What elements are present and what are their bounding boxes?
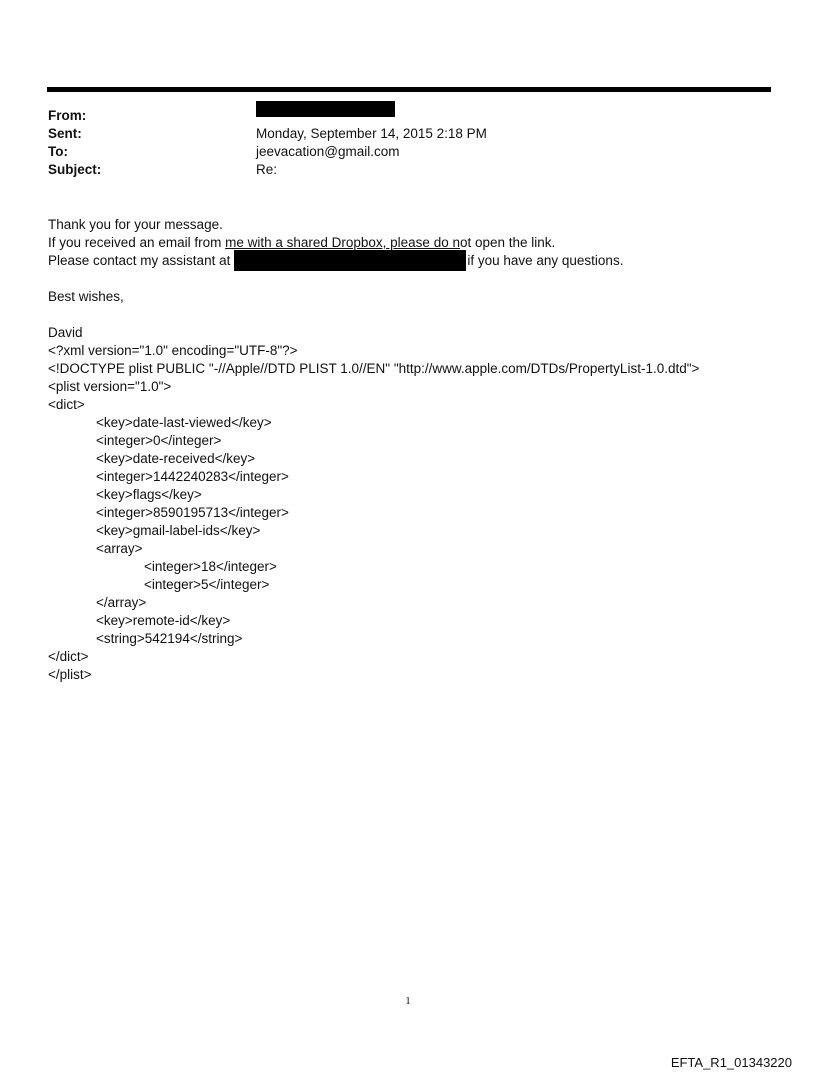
plist-line: </dict>: [48, 649, 89, 664]
plist-line: <integer>5</integer>: [144, 577, 270, 592]
plist-line: <plist version="1.0">: [48, 379, 172, 394]
email-body: [48, 216, 768, 684]
assistant-contact-redaction: [234, 250, 466, 271]
plist-line: <key>date-received</key>: [96, 451, 256, 466]
plist-line: <integer>18</integer>: [144, 559, 277, 574]
plist-line: </array>: [96, 595, 147, 610]
sent-label: Sent:: [48, 126, 82, 141]
page-number: 1: [405, 995, 411, 1007]
subject-value: Re:: [256, 162, 278, 177]
plist-line: <array>: [96, 541, 143, 556]
subject-label: Subject:: [48, 162, 102, 177]
to-value: jeevacation@gmail.com: [256, 144, 400, 159]
underlined-text: me with a shared Dropbox, please do n: [225, 235, 460, 250]
plist-line: </plist>: [48, 667, 92, 682]
plist-line: <string>542194</string>: [96, 631, 243, 646]
plist-line: <key>flags</key>: [96, 487, 202, 502]
plist-line: <integer>8590195713</integer>: [96, 505, 289, 520]
document-id: EFTA_R1_01343220: [670, 1055, 792, 1070]
body-line-dropbox: If you received an email from me with a shared Dropbox, please do not open the link.: [48, 235, 556, 250]
sent-value: Monday, September 14, 2015 2:18 PM: [256, 126, 487, 141]
plist-block: [48, 342, 768, 684]
from-label: From:: [48, 108, 87, 123]
plist-line: <key>remote-id</key>: [96, 613, 231, 628]
header-rule: [47, 87, 771, 92]
plist-line: <!DOCTYPE plist PUBLIC "-//Apple//DTD PLIST 1.0//EN" "http://www.apple.com/DTDs/PropertyList-1.0.dtd">: [48, 361, 700, 376]
to-label: To:: [48, 144, 68, 159]
plist-line: <key>date-last-viewed</key>: [96, 415, 272, 430]
plist-line: <key>gmail-label-ids</key>: [96, 523, 261, 538]
plist-line: <integer>0</integer>: [96, 433, 222, 448]
closing: Best wishes,: [48, 289, 124, 304]
from-value: [256, 107, 395, 125]
from-redaction: [256, 101, 395, 117]
plist-line: <integer>1442240283</integer>: [96, 469, 289, 484]
signature: David: [48, 325, 83, 340]
plist-line: <?xml version="1.0" encoding="UTF-8"?>: [48, 343, 298, 358]
body-line-contact: Please contact my assistant at if you have any questions.: [48, 252, 768, 270]
plist-line: <dict>: [48, 397, 85, 412]
body-line-thanks: Thank you for your message.: [48, 217, 223, 232]
